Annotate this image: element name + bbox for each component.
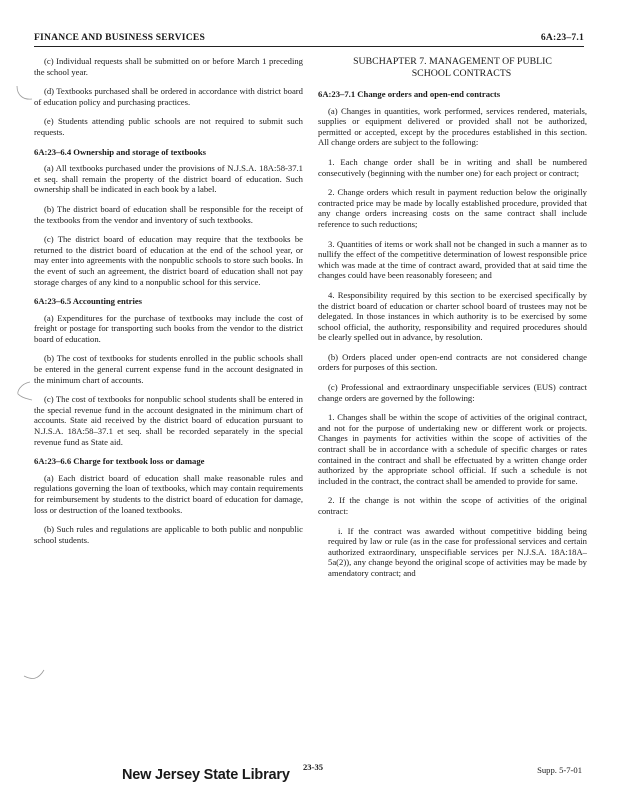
running-header [34,30,584,47]
right-column [318,56,587,579]
subchapter-title-line: SCHOOL CONTRACTS [411,68,512,79]
list-item: 3. Quantities of items or work shall not be changed in such a manner as to nullify the effect of the competitive determination of lowest responsible price which was made at the time of contract award, provided that at said time the changes could have been reasonably foreseen; and [318,238,587,281]
header-section-title: FINANCE AND BUSINESS SERVICES [34,32,206,43]
paragraph: (b) Orders placed under open-end contracts are not considered change orders for purposes of this section. [318,351,587,373]
paragraph: (c) Individual requests shall be submitted on or before March 1 preceding the school year. [34,56,303,77]
paragraph: (b) Such rules and regulations are applicable to both public and nonpublic school students. [34,524,303,545]
list-item: 2. Change orders which result in payment reduction below the originally contracted price may be made by locally established procedure, provided that any change orders increasing costs on the same contract shall include reference to such reductions; [318,187,587,229]
paragraph: (a) Expenditures for the purchase of textbooks may include the cost of freight or postage for transporting such books from the vendor to the district board of education. [34,312,303,344]
list-item: 4. Responsibility required by this section to be exercised specifically by the district board of education or charter school board of trustees may not be delegated. In those instances in which authority is to be exercised by some school official, the authority, responsibility and required procedures should be clearly spelled out in advance, by resolution. [318,289,587,343]
paragraph: (b) The district board of education shall be responsible for the receipt of the textbooks from the vendor and inventory of such textbooks. [34,203,303,225]
scan-mark-icon [14,84,34,104]
section-heading: 6A:23–6.4 Ownership and storage of textbooks [34,146,207,157]
paragraph: (a) Each district board of education shall make reasonable rules and regulations governing the loan of textbooks, which may contain requirements for reimbursement by students to the district board of education for damage, loss or destruction of the loaned textbooks. [34,472,303,515]
paragraph: (a) Changes in quantities, work performed, services rendered, materials, supplies or equipment delivered or provided shall not be authorized, permitted or accepted, except by the procedures established in this section. All change orders are subject to the following: [318,105,587,148]
paragraph: (a) All textbooks purchased under the provisions of N.J.S.A. 18A:58-37.1 et seq. shall remain the property of the district board of education. Such ownership shall be indicated in each book by a label. [34,163,303,195]
list-item: 2. If the change is not within the scope of activities of the original contract: [318,495,587,516]
section-heading: 6A:23–6.5 Accounting entries [34,296,143,307]
left-column [34,56,303,545]
paragraph: (c) The cost of textbooks for nonpublic school students shall be entered in the special revenue fund in the account designated in the minimum chart of accounts. State aid received by the district board of education pursuant to N.J.S.A. 18A:58–37.1 et seq. shall be recorded separately in the special revenue fund as State aid. [34,394,303,447]
list-item: i. If the contract was awarded without competitive bidding being required by law or rule (as in the case for professional services and certain authorized extraordinary, unspecifiable services per N.J.S.A. 18A:18A–5a(2)), any change beyond the original scope of activities may be made by amendatory contract; and [328,525,587,578]
subchapter-title-line: SUBCHAPTER 7. MANAGEMENT OF PUBLIC [353,56,552,67]
subchapter-title [318,56,587,80]
section-heading: 6A:23–7.1 Change orders and open-end contracts [318,89,501,99]
supplement-date: Supp. 5-7-01 [537,765,582,775]
paragraph: (b) The cost of textbooks for students enrolled in the public schools shall be entered in the general current expense fund in the account designated in the minimum chart of accounts. [34,353,303,385]
list-item: 1. Each change order shall be in writing and shall be numbered consecutively (beginning with the number one) for each project or contract; [318,156,587,178]
paragraph: (c) The district board of education may require that the textbooks be returned to the district board of education at the end of the school year, or may enter into agreements with the nonpublic schools to store such books. In the event of such an agreement, the district board of education shall not pay storage charges of any kind to a nonpublic school for this service. [34,234,303,287]
paragraph: (c) Professional and extraordinary unspecifiable services (EUS) contract change orders are governed by the following: [318,382,587,403]
scan-mark-icon [22,668,46,684]
section-heading: 6A:23–6.6 Charge for textbook loss or damage [34,456,205,467]
page-number: 23-35 [303,762,324,772]
header-citation: 6A:23–7.1 [540,32,584,43]
paragraph: (e) Students attending public schools are not required to submit such requests. [34,116,303,137]
scan-mark-icon [14,380,34,402]
library-stamp: New Jersey State Library [122,767,290,783]
list-item: 1. Changes shall be within the scope of activities of the original contract, and not for the purpose of undertaking new or different work or projects. Changes in payments for activities within the scope of activities of the contract shall be in accordance with a schedule of specific charges or rates contained in the contract and shall be effectuated by a written change order authorized by the appropriate school official. If such a schedule is not included in the contract, the contract shall be amended to provide for same. [318,412,587,486]
paragraph: (d) Textbooks purchased shall be ordered in accordance with district board of education policy and purchasing practices. [34,86,303,107]
